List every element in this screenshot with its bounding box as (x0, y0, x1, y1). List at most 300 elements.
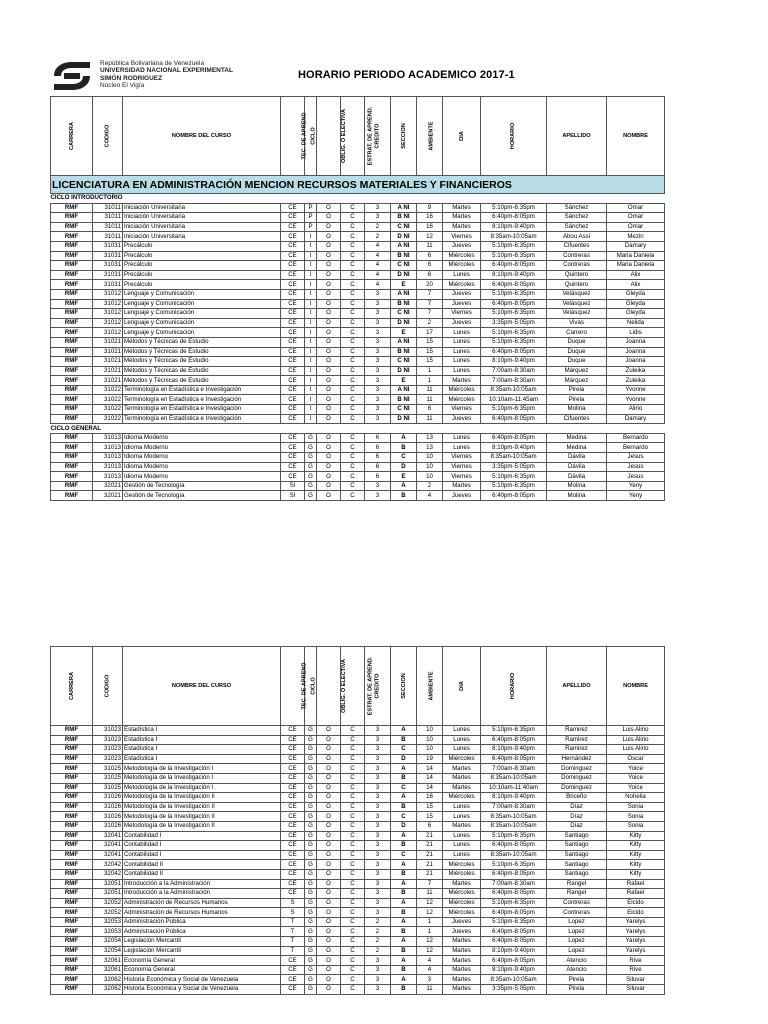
table-cell: 6:40pm-8:05pm (481, 491, 547, 501)
table-cell: O (317, 783, 341, 793)
table-cell: O (317, 337, 341, 347)
table-cell: 13 (417, 443, 443, 453)
table-cell: O (317, 726, 341, 736)
table-cell: Lunes (443, 735, 481, 745)
table-cell: Lunes (443, 841, 481, 851)
table-cell: G (305, 812, 317, 822)
table-row (51, 491, 665, 501)
table-cell: C (341, 745, 365, 755)
table-cell: 3 (365, 366, 391, 376)
table-cell: Dávila (547, 453, 607, 463)
column-header-label: HORARIO (510, 672, 517, 700)
table-cell: CE (281, 764, 305, 774)
table-cell: C NI (391, 405, 417, 415)
table-cell: Lunes (443, 270, 481, 280)
table-cell: Gleyda (607, 309, 665, 319)
table-cell: Miércoles (443, 261, 481, 271)
table-cell: C (341, 764, 365, 774)
table-cell: 32042 (93, 869, 123, 879)
schedule-table-2 (50, 646, 665, 995)
table-cell: Briceño (547, 793, 607, 803)
table-cell: RMF (51, 764, 93, 774)
table-cell: O (317, 395, 341, 405)
table-cell: O (317, 309, 341, 319)
table-cell: 6 (417, 405, 443, 415)
table-row (51, 773, 665, 783)
table-cell: 31023 (93, 754, 123, 764)
table-cell: Yarelys (607, 937, 665, 947)
table-cell: Nohelia (607, 793, 665, 803)
table-row (51, 985, 665, 995)
table-cell: C (341, 956, 365, 966)
table-cell: CE (281, 879, 305, 889)
table-cell: CE (281, 366, 305, 376)
table-cell: Jesus (607, 462, 665, 472)
table-row (51, 754, 665, 764)
table-cell: O (317, 453, 341, 463)
table-cell: 5:10pm-6:35pm (481, 251, 547, 261)
table-cell: 8:35am-10:05am (481, 773, 547, 783)
table-cell: I (305, 405, 317, 415)
table-cell: RMF (51, 414, 93, 424)
column-header-label: SECCION (400, 123, 407, 149)
table-cell: Márquez (547, 376, 607, 386)
table-cell: Estadística I (123, 726, 281, 736)
column-header-label: HORARIO (510, 122, 517, 150)
table-cell: 3 (365, 347, 391, 357)
table-cell: 31022 (93, 395, 123, 405)
table-cell: Rive (607, 956, 665, 966)
table-cell: 6:40pm-8:05pm (481, 735, 547, 745)
table-cell: Mezin (607, 232, 665, 242)
table-cell: O (317, 232, 341, 242)
table-cell: Abou Assi (547, 232, 607, 242)
table-row (51, 908, 665, 918)
table-cell: C (341, 783, 365, 793)
table-cell: Yarelys (607, 946, 665, 956)
table-cell: 8:10pm-9:40pm (481, 222, 547, 232)
table-cell: C (341, 433, 365, 443)
table-cell: RMF (51, 472, 93, 482)
table-cell: S (281, 898, 305, 908)
table-cell: Jueves (443, 318, 481, 328)
table-cell: RMF (51, 357, 93, 367)
table-cell: 31013 (93, 472, 123, 482)
table-cell: 4 (417, 491, 443, 501)
table-cell: 12 (417, 908, 443, 918)
table-cell: Lunes (443, 726, 481, 736)
table-cell: 8:35am-10:05am (481, 850, 547, 860)
table-cell: C (341, 366, 365, 376)
column-header: NOMBRE (607, 647, 665, 726)
university-logo-icon (50, 60, 94, 92)
table-cell: RMF (51, 433, 93, 443)
table-cell: I (305, 337, 317, 347)
table-cell: I (305, 318, 317, 328)
table-cell: Lunes (443, 337, 481, 347)
table-cell: 10:10am-11:45am (481, 395, 547, 405)
table-cell: RMF (51, 917, 93, 927)
table-cell: Dávila (547, 472, 607, 482)
table-cell: Lidis (607, 328, 665, 338)
table-cell: Terminología en Estadística e Investigación (123, 385, 281, 395)
table-cell: 32051 (93, 879, 123, 889)
institution-block (100, 60, 233, 89)
table-cell: O (317, 280, 341, 290)
table-cell: G (305, 793, 317, 803)
table-cell: RMF (51, 299, 93, 309)
table-cell: P (305, 213, 317, 223)
table-cell: 31026 (93, 793, 123, 803)
table-cell: Velásquez (547, 299, 607, 309)
table-cell: 31011 (93, 213, 123, 223)
table-cell: 4 (417, 956, 443, 966)
table-cell: C (341, 889, 365, 899)
table-cell: CE (281, 433, 305, 443)
table-cell: C (341, 347, 365, 357)
table-cell: Lunes (443, 831, 481, 841)
table-cell: I (305, 251, 317, 261)
table-cell: Martes (443, 481, 481, 491)
table-cell: Administración Pública (123, 927, 281, 937)
table-cell: 6 (365, 462, 391, 472)
table-cell: Quintero (547, 270, 607, 280)
table-cell: 16 (417, 793, 443, 803)
table-cell: T (281, 937, 305, 947)
table-cell: 3 (365, 726, 391, 736)
table-cell: 5:10pm-6:35pm (481, 726, 547, 736)
table-cell: CE (281, 376, 305, 386)
table-cell: C (341, 821, 365, 831)
table-cell: 31026 (93, 812, 123, 822)
table-cell: 6:40pm-8:05pm (481, 213, 547, 223)
table-cell: 11 (417, 985, 443, 995)
table-cell: 7 (417, 299, 443, 309)
table-cell: 31011 (93, 222, 123, 232)
table-cell: RMF (51, 841, 93, 851)
table-cell: E (391, 280, 417, 290)
table-cell: 10 (417, 453, 443, 463)
table-cell: C (341, 385, 365, 395)
table-cell: Martes (443, 956, 481, 966)
table-cell: 3 (365, 289, 391, 299)
table-row (51, 462, 665, 472)
table-cell: O (317, 433, 341, 443)
table-cell: RMF (51, 735, 93, 745)
table-cell: I (305, 376, 317, 386)
table-cell: RMF (51, 491, 93, 501)
table-cell: 32061 (93, 956, 123, 966)
table-cell: G (305, 908, 317, 918)
column-header (317, 647, 347, 726)
table-cell: G (305, 869, 317, 879)
table-cell: CE (281, 251, 305, 261)
table-cell: E (391, 328, 417, 338)
table-cell: 3 (365, 889, 391, 899)
table-cell: Oscar (607, 754, 665, 764)
column-header (443, 97, 481, 176)
table-cell: 11 (417, 889, 443, 899)
table-cell: Damary (607, 414, 665, 424)
table-cell: CE (281, 280, 305, 290)
table-cell: Yeny (607, 481, 665, 491)
table-cell: 3 (365, 328, 391, 338)
table-cell: CE (281, 395, 305, 405)
table-row (51, 414, 665, 424)
table-cell: RMF (51, 318, 93, 328)
table-cell: Vivas (547, 318, 607, 328)
table-cell: RMF (51, 337, 93, 347)
table-cell: Rafael (607, 889, 665, 899)
table-cell: 6:40pm-8:05pm (481, 937, 547, 947)
table-cell: 32041 (93, 841, 123, 851)
column-header-label: TEC. DE APREND (301, 662, 308, 710)
table-cell: 32062 (93, 985, 123, 995)
table-cell: Iniciación Universitaria (123, 222, 281, 232)
table-cell: Metodología de la Investigación II (123, 821, 281, 831)
table-cell: O (317, 860, 341, 870)
table-cell: O (317, 385, 341, 395)
table-cell: Miércoles (443, 860, 481, 870)
table-cell: 6:40pm-8:05pm (481, 841, 547, 851)
table-cell: B (391, 908, 417, 918)
table-cell: C (341, 937, 365, 947)
table-cell: RMF (51, 879, 93, 889)
table-cell: 31021 (93, 347, 123, 357)
column-header-label: OBLIG. O ELECTIVA (340, 659, 347, 713)
table-cell: Martes (443, 946, 481, 956)
table-cell: Luis Alirio (607, 726, 665, 736)
table-cell: Lunes (443, 347, 481, 357)
table-cell: Joanna (607, 337, 665, 347)
table-cell: 19 (417, 754, 443, 764)
column-header (391, 97, 417, 176)
table-cell: 32021 (93, 481, 123, 491)
table-cell: RMF (51, 946, 93, 956)
table-cell: Contabilidad I (123, 841, 281, 851)
table-cell: O (317, 802, 341, 812)
table-cell: O (317, 841, 341, 851)
table-cell: 11 (417, 414, 443, 424)
table-cell: Historia Económica y Social de Venezuela (123, 985, 281, 995)
column-header (417, 647, 443, 726)
table-cell: G (305, 937, 317, 947)
table-cell: 8:35am-10:05am (481, 812, 547, 822)
table-cell: Martes (443, 879, 481, 889)
table-cell: B (391, 889, 417, 899)
table-cell: Metodología de la Investigación II (123, 812, 281, 822)
table-cell: Precálculo (123, 251, 281, 261)
table-cell: 6:40pm-8:05pm (481, 869, 547, 879)
table-cell: G (305, 956, 317, 966)
table-cell: Alix (607, 280, 665, 290)
table-cell: Duque (547, 357, 607, 367)
section-title-row (51, 424, 665, 434)
table-cell: Zuleika (607, 366, 665, 376)
table-cell: Sonia (607, 821, 665, 831)
table-cell: A NI (391, 337, 417, 347)
table-cell: G (305, 726, 317, 736)
table-cell: 6:40pm-8:05pm (481, 280, 547, 290)
table-cell: Viernes (443, 405, 481, 415)
table-cell: Hernández (547, 754, 607, 764)
table-cell: 3 (365, 405, 391, 415)
table-cell: 31012 (93, 299, 123, 309)
table-cell: C (341, 241, 365, 251)
column-header (317, 97, 347, 176)
table-cell: 3 (365, 491, 391, 501)
table-cell: Miércoles (443, 869, 481, 879)
table-cell: Maria Daniela (607, 261, 665, 271)
table-cell: Joanna (607, 347, 665, 357)
table-cell: 2 (417, 481, 443, 491)
table-cell: Dominguez (547, 764, 607, 774)
table-cell: 31031 (93, 270, 123, 280)
table-cell: RMF (51, 309, 93, 319)
table-row (51, 289, 665, 299)
table-cell: 4 (417, 965, 443, 975)
table-cell: 2 (417, 318, 443, 328)
table-cell: 15 (417, 802, 443, 812)
table-cell: E (391, 376, 417, 386)
table-cell: 6 (365, 472, 391, 482)
table-cell: 12 (417, 937, 443, 947)
table-cell: 16 (417, 222, 443, 232)
table-cell: G (305, 481, 317, 491)
table-cell: C NI (391, 309, 417, 319)
table-cell: G (305, 879, 317, 889)
column-header-label: CODIGO (104, 124, 111, 148)
table-cell: G (305, 889, 317, 899)
table-cell: CE (281, 289, 305, 299)
table-row (51, 366, 665, 376)
table-cell: Introducción a la Administración (123, 889, 281, 899)
table-cell: C (341, 232, 365, 242)
table-cell: B NI (391, 251, 417, 261)
table-cell: 31025 (93, 764, 123, 774)
table-cell: Martes (443, 975, 481, 985)
table-cell: 6 (417, 270, 443, 280)
table-cell: Idioma Moderno (123, 433, 281, 443)
table-cell: O (317, 414, 341, 424)
table-cell: 5:10pm-6:35pm (481, 405, 547, 415)
table-cell: Dominguez (547, 773, 607, 783)
table-cell: 7:00am-8:30am (481, 376, 547, 386)
table-cell: 3 (365, 395, 391, 405)
table-cell: Terminología en Estadística e Investigación (123, 405, 281, 415)
table-cell: Maria Daniela (607, 251, 665, 261)
table-cell: Santiago (547, 850, 607, 860)
table-cell: C (391, 453, 417, 463)
table-cell: 11 (417, 385, 443, 395)
table-cell: 11 (417, 241, 443, 251)
table-cell: C (341, 213, 365, 223)
program-banner-row (51, 176, 665, 194)
table-cell: B (391, 927, 417, 937)
table-cell: O (317, 462, 341, 472)
table-cell: I (305, 357, 317, 367)
table-row (51, 270, 665, 280)
table-cell: C (341, 395, 365, 405)
table-cell: RMF (51, 726, 93, 736)
column-header (51, 647, 93, 726)
table-cell: Cifuentes (547, 414, 607, 424)
table-cell: 6:40pm-8:05pm (481, 261, 547, 271)
column-header-label: CREDITO (374, 123, 381, 149)
table-cell: Iniciación Universitaria (123, 232, 281, 242)
table-cell: 3 (365, 898, 391, 908)
table-cell: Kitty (607, 831, 665, 841)
table-cell: Medina (547, 443, 607, 453)
table-cell: 10 (417, 745, 443, 755)
table-cell: O (317, 405, 341, 415)
table-cell: C (341, 309, 365, 319)
table-cell: 3:35pm-5:05pm (481, 462, 547, 472)
table-cell: 3 (365, 213, 391, 223)
table-cell: 3:35pm-5:05pm (481, 985, 547, 995)
table-cell: I (305, 241, 317, 251)
column-header-label: CARRERA (68, 672, 75, 700)
table-cell: Miércoles (443, 793, 481, 803)
column-header-label: DIA (458, 131, 465, 141)
table-row (51, 318, 665, 328)
table-cell: 7 (417, 879, 443, 889)
table-cell: 2 (365, 946, 391, 956)
table-cell: B (391, 869, 417, 879)
table-cell: O (317, 917, 341, 927)
table-cell: B NI (391, 299, 417, 309)
table-cell: Administración de Recursos Humanos (123, 908, 281, 918)
institution-line: UNIVERSIDAD NACIONAL EXPERIMENTAL (100, 67, 234, 75)
table-cell: CE (281, 405, 305, 415)
table-cell: 32041 (93, 831, 123, 841)
table-cell: A (391, 937, 417, 947)
table-cell: CE (281, 956, 305, 966)
table-cell: Martes (443, 937, 481, 947)
table-cell: CE (281, 270, 305, 280)
table-cell: C (341, 985, 365, 995)
table-cell: Estadística I (123, 735, 281, 745)
table-cell: RMF (51, 289, 93, 299)
table-cell: 3 (365, 802, 391, 812)
table-cell: RMF (51, 232, 93, 242)
table-cell: Alix (607, 270, 665, 280)
table-cell: CE (281, 735, 305, 745)
table-cell: Lunes (443, 443, 481, 453)
table-cell: 6 (365, 453, 391, 463)
table-cell: B NI (391, 347, 417, 357)
table-row (51, 869, 665, 879)
table-row (51, 898, 665, 908)
table-cell: Lunes (443, 745, 481, 755)
table-row (51, 213, 665, 223)
table-cell: C (341, 299, 365, 309)
table-cell: Kitty (607, 860, 665, 870)
table-cell: Lunes (443, 366, 481, 376)
table-cell: Viernes (443, 453, 481, 463)
table-cell: O (317, 299, 341, 309)
table-cell: Economía General (123, 956, 281, 966)
table-cell: G (305, 754, 317, 764)
table-cell: G (305, 433, 317, 443)
table-row (51, 357, 665, 367)
table-row (51, 309, 665, 319)
table-cell: 3 (365, 956, 391, 966)
table-cell: Gestión de Tecnología (123, 491, 281, 501)
table-cell: RMF (51, 889, 93, 899)
column-header (481, 97, 547, 176)
table-cell: Martes (443, 203, 481, 213)
